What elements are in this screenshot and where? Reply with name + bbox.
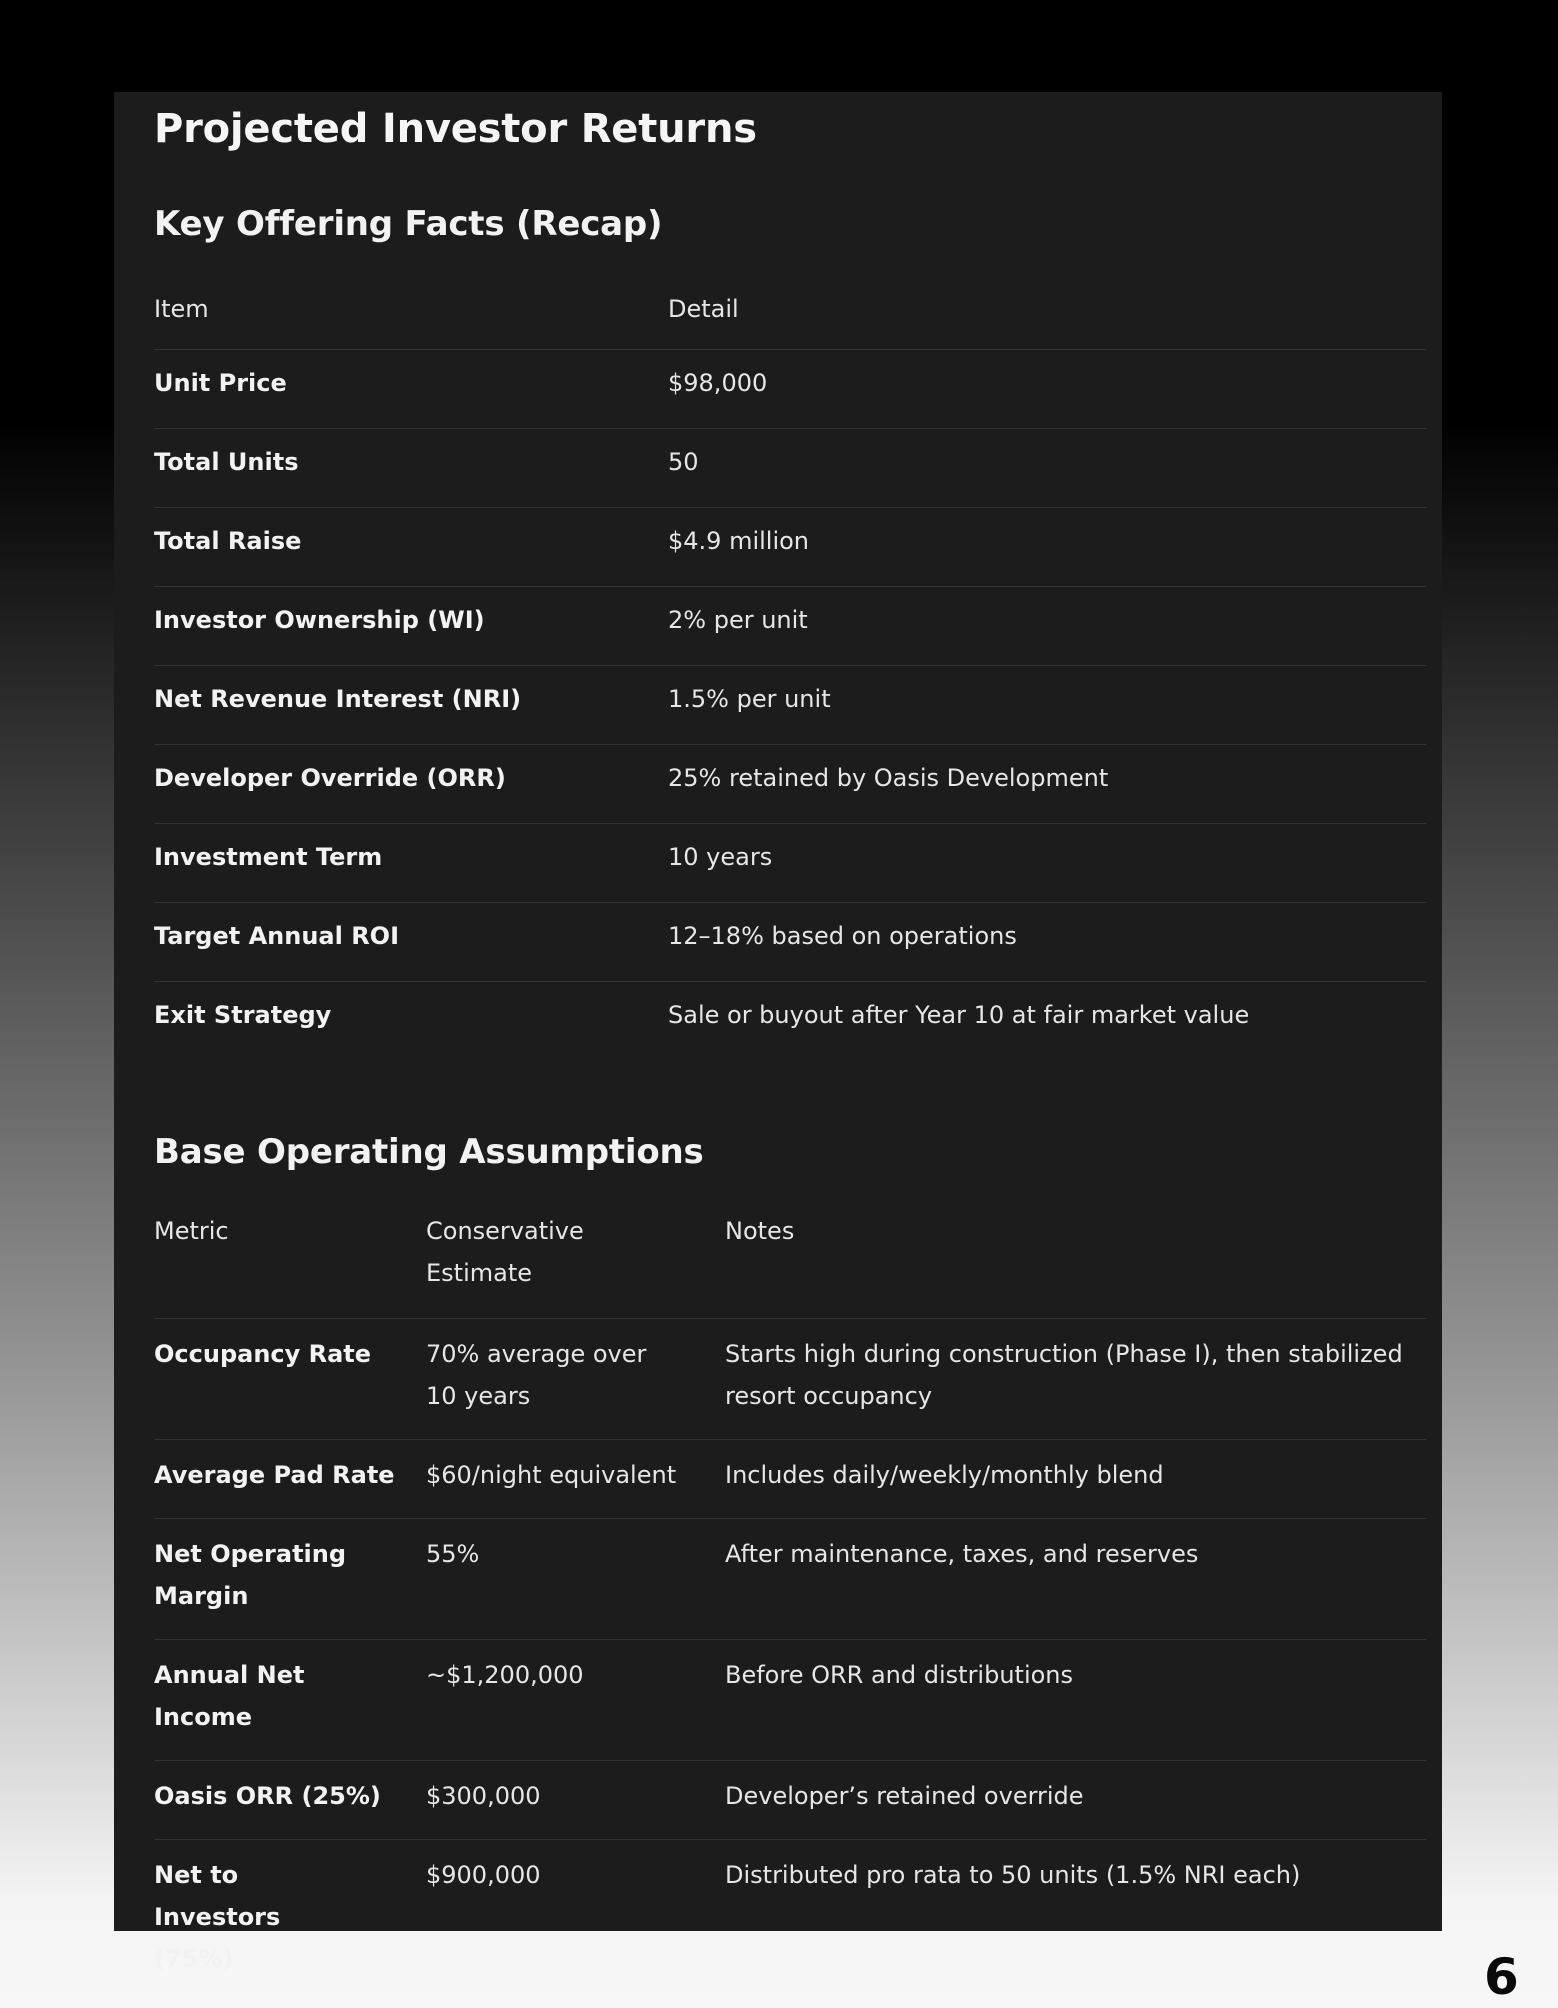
row-detail: $4.9 million <box>668 527 810 555</box>
table-row <box>154 350 1426 429</box>
row-notes: After maintenance, taxes, and reserves <box>725 1540 1199 1568</box>
row-metric: Oasis ORR (25%) <box>154 1782 381 1810</box>
assumptions-heading: Base Operating Assumptions <box>154 1132 704 1172</box>
table-header-row <box>154 1210 1426 1319</box>
row-detail: 50 <box>668 448 699 476</box>
row-item: Total Units <box>154 448 299 476</box>
table-row <box>154 1761 1426 1840</box>
row-estimate: $900,000 <box>426 1861 541 1889</box>
row-detail: $98,000 <box>668 369 768 397</box>
table-header-row <box>154 288 1426 350</box>
table-row <box>154 1640 1426 1761</box>
row-metric: Average Pad Rate <box>154 1461 395 1489</box>
row-detail: 10 years <box>668 843 773 871</box>
row-notes: Includes daily/weekly/monthly blend <box>725 1461 1164 1489</box>
row-item: Investment Term <box>154 843 383 871</box>
row-item: Total Raise <box>154 527 302 555</box>
table-row <box>154 1319 1426 1440</box>
row-notes: Developer’s retained override <box>725 1782 1084 1810</box>
row-metric: Occupancy Rate <box>154 1340 372 1368</box>
row-detail: 2% per unit <box>668 606 808 634</box>
header-detail: Detail <box>668 295 739 323</box>
row-item: Exit Strategy <box>154 1001 332 1029</box>
row-notes: Before ORR and distributions <box>725 1661 1074 1689</box>
page-number: 6 <box>1484 1948 1519 2006</box>
table-row <box>154 1440 1426 1519</box>
row-estimate: ~$1,200,000 <box>426 1661 584 1689</box>
table-row <box>154 1519 1426 1640</box>
header-item: Item <box>154 295 209 323</box>
table-row <box>154 429 1426 508</box>
document-panel <box>114 92 1442 1973</box>
table-row <box>154 824 1426 903</box>
row-notes: Starts high during construction (Phase I), then stabilized resort occupancy <box>725 1340 1403 1410</box>
table-row <box>154 587 1426 666</box>
row-notes: Distributed pro rata to 50 units (1.5% NRI each) <box>725 1861 1301 1889</box>
key-facts-heading: Key Offering Facts (Recap) <box>154 204 663 244</box>
row-item: Net Revenue Interest (NRI) <box>154 685 522 713</box>
row-metric: Annual Net Income <box>154 1661 305 1731</box>
row-item: Developer Override (ORR) <box>154 764 506 792</box>
row-detail: 1.5% per unit <box>668 685 831 713</box>
table-row <box>154 508 1426 587</box>
row-metric: Net Operating Margin <box>154 1540 347 1610</box>
row-detail: 12–18% based on operations <box>668 922 1017 950</box>
page-title: Projected Investor Returns <box>154 106 757 152</box>
table-row <box>154 903 1426 982</box>
row-estimate: $300,000 <box>426 1782 541 1810</box>
header-metric: Metric <box>154 1217 229 1245</box>
row-item: Target Annual ROI <box>154 922 400 950</box>
row-item: Unit Price <box>154 369 287 397</box>
row-item: Investor Ownership (WI) <box>154 606 485 634</box>
table-row <box>154 1840 1426 1973</box>
assumptions-table <box>154 1210 1426 1973</box>
header-notes: Notes <box>725 1217 795 1245</box>
header-estimate: Conservative Estimate <box>426 1217 584 1287</box>
table-row <box>154 666 1426 745</box>
row-estimate: $60/night equivalent <box>426 1461 677 1489</box>
table-row <box>154 745 1426 824</box>
row-detail: 25% retained by Oasis Development <box>668 764 1109 792</box>
row-metric: Net to Investors (75%) <box>154 1861 281 1973</box>
row-estimate: 70% average over 10 years <box>426 1340 647 1410</box>
row-estimate: 55% <box>426 1540 480 1568</box>
row-detail: Sale or buyout after Year 10 at fair market value <box>668 1001 1250 1029</box>
table-row <box>154 982 1426 1061</box>
key-facts-table <box>154 288 1426 1061</box>
